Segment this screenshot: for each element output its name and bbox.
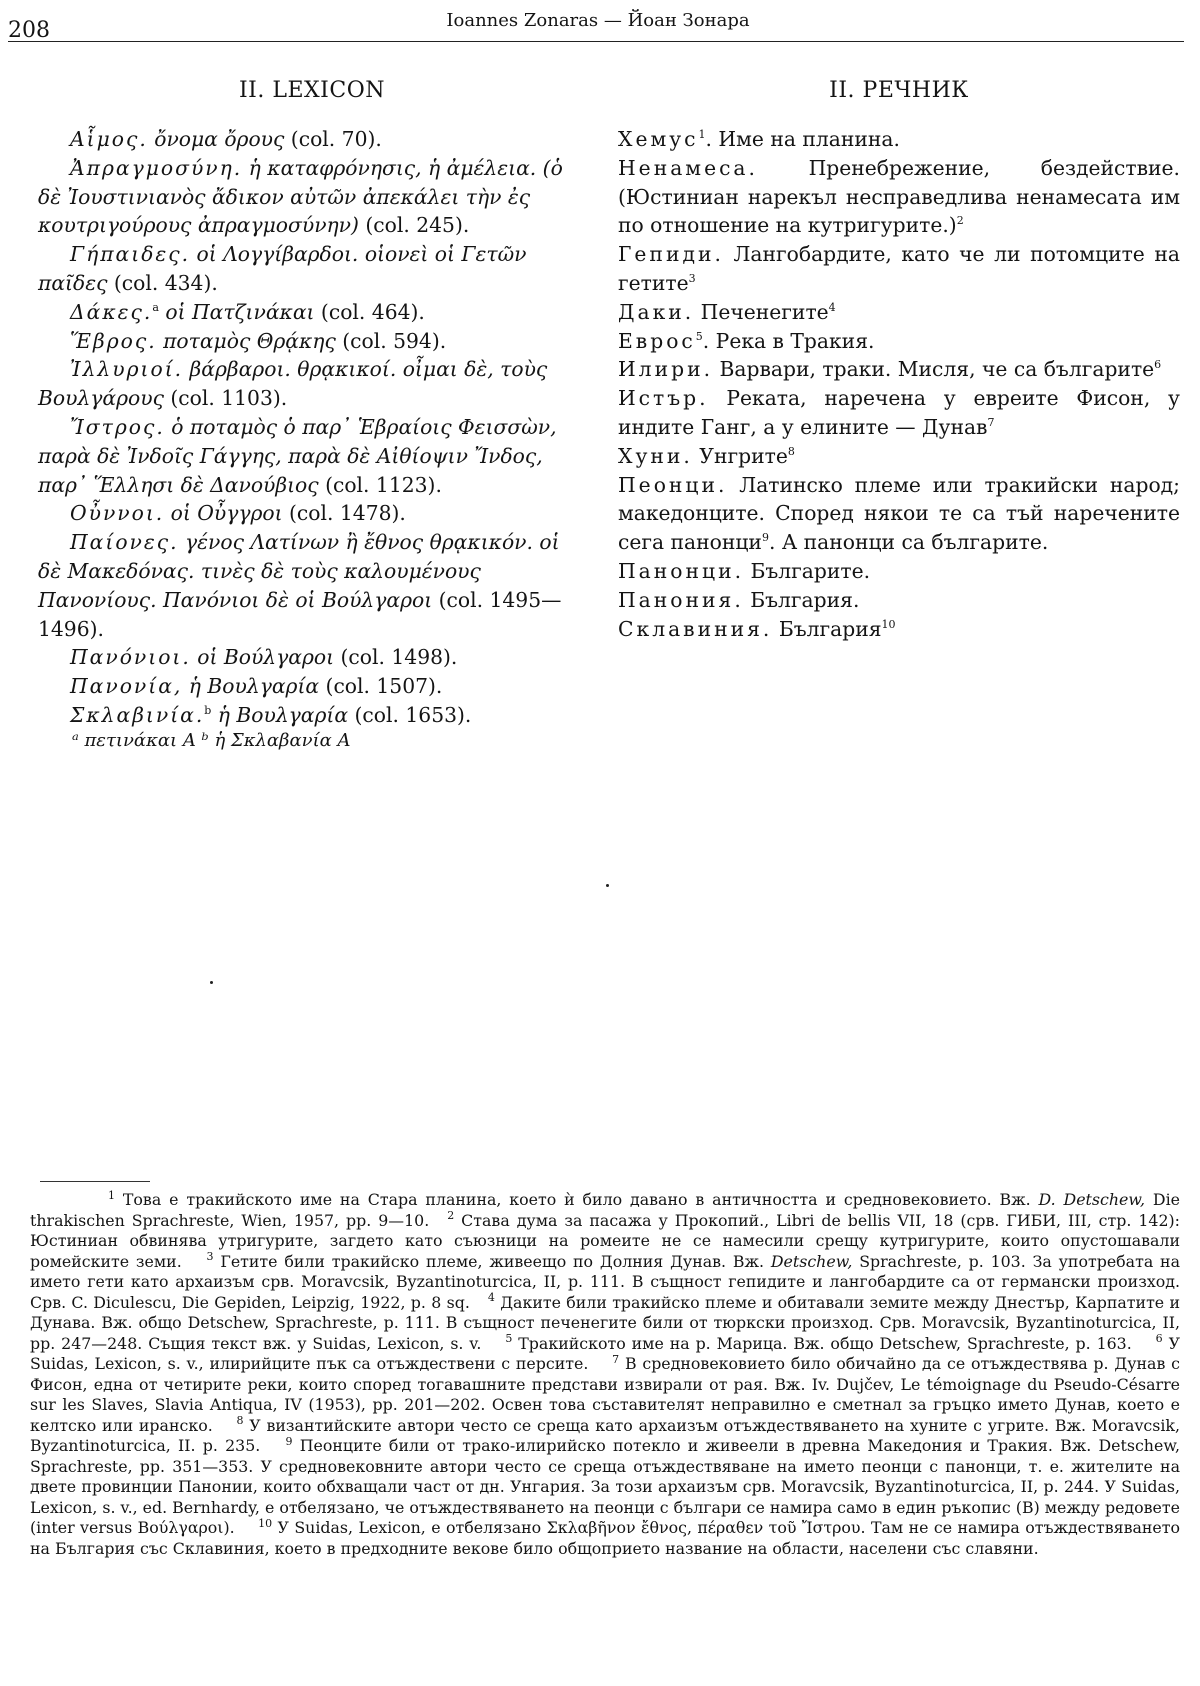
footnote-text: У византийските автори често се среща като архаизъм отъждествяването на хуните с угрите. Вж. Moravcsik, Byzantinoturcica, II. p. 235. [30,1415,1180,1455]
lexicon-entry [38,154,586,240]
entry-gloss: ὁ ποταμὸς ὁ παρ᾽ Ἑβραίοις Φεισσὼν, παρὰ δὲ Ἰνδοῖς Γάγγης, παρὰ δὲ Αἰθίοψιν Ἴνδος, παρ᾽ Ἕλλησι δὲ Δανούβιος [38,414,557,497]
footnote-number: 2 [447,1209,455,1223]
column-reference: (col. 1507). [319,674,443,699]
footnote-author: Detschew, [770,1251,860,1271]
dictionary-entry [618,442,1180,471]
entry-gloss: γένος Λατίνων ἢ ἔθνος θρᾳκικόν. οἱ δὲ Μακεδόνας. τινὲς δὲ τοὺς καλουμένους Πανονίους. Πανόνιοι δὲ οἱ Βούλγαροι [38,530,560,612]
footnote-text: У Suidas, Lexicon, s. v., илирийците пък са отъждествени с персите. [30,1333,1180,1373]
header-rule [8,41,1184,42]
print-speck [210,981,213,984]
lexicon-entry [38,240,586,298]
footnote-number: 6 [1155,1332,1163,1346]
footnote-marker: 9 [761,531,769,545]
entry-lemma: Ἕβρος. [70,328,157,353]
entry-lemma: Гепиди. [618,242,724,267]
footnote-marker: 10 [881,617,896,631]
entry-lemma: Οὖννοι. [70,501,165,526]
footnote [487,1334,1137,1353]
footnote-text: Пеонците били от тракo-илирийско потекло и живеели в древна Македония и Тракия. Вж. Detschew, Sprachreste, pp. 351—353. У средновековните автори често се среща отъждествяване на името пеонци с панонци, т. е. жителите на двете провинции Панонии, които обхващали част от дн. Унгария. За този архаизъм срв. Moravcsik, Byzantinoturcica, II, p. 244. У Suidas, Lexicon, s. v., ed. Bernhardy, е отбелязано, че отъждествяването на пеонци с българи се намира само в един ръкопис (B) между редовете (inter versus Βούλγαροι). [30,1436,1180,1537]
footnote-text: Die thrakischen Sprachreste, Wien, 1957, pp. 9—10. [30,1190,1180,1230]
entry-lemma: Хемус [618,127,699,151]
dictionary-entry [618,240,1180,298]
entry-gloss: οἱ Πατζινάκαι [158,299,315,324]
footnote-text: Даките били тракийско племе и обитавали земите между Днестър, Карпатите и Дунава. Вж. общо Detschew, Sprachreste, p. 111. В същност печенегите били от тюркски произход. Срв. Moravcsik, Byzantinoturcica, II, pp. 247—248. Същия текст вж. у Suidas, Lexicon, s. v. [30,1292,1181,1353]
entry-lemma: Σκλαβινία. [70,702,205,727]
entry-gloss: ἡ Βουλγαρία [211,702,349,727]
dictionary-entry [618,471,1180,557]
footnote-number: 5 [505,1332,513,1346]
entry-lemma: Ἰλλυριοί. [70,357,184,382]
entry-lemma: Ненамеса. [618,155,758,180]
entry-definition: Реката, наречена у евреите Фисон, у индите Ганг, а у елините — Дунав [618,386,1180,439]
greek-lexicon-column [38,78,586,751]
footnote-text: Гетите били тракийско племе, живеещо по Долния Дунав. Вж. [213,1251,771,1271]
dictionary-entry [618,615,1180,644]
footnote-rule [40,1181,150,1182]
entry-lemma: Илири. [618,357,714,382]
dictionary-heading: II. РЕЧНИК [829,78,969,103]
entry-gloss: ἡ καταφρόνησις, ἡ ἀμέλεια. (ὁ δὲ Ἰουστινιανὸς ἄδικον αὐτῶν ἀπεκάλει τὴν ἐς κουτριγούρους ἀπραγμοσύνην) [38,155,563,238]
column-reference: (col. 70). [284,127,382,151]
footnote-number: 10 [258,1516,273,1530]
entry-gloss: ὄνομα ὄρους [147,127,285,151]
lexicon-entry [38,413,586,499]
dictionary-entry [618,298,1180,327]
dictionary-entry [618,557,1180,586]
entry-lemma: Хуни. [618,443,693,468]
entry-lemma: Αἷμος. [70,127,148,151]
entry-lemma: Пеонци. [618,472,728,497]
apparatus-marker: a [152,301,159,315]
entry-definition: България [772,616,882,641]
lexicon-entry [38,327,586,356]
entry-gloss: οἱ Λογγίβαρδοι. οἱονεὶ οἱ Γετῶν παῖδες [38,242,527,295]
footnote-text: В средновековието било обичайно да се отъждествява р. Дунав с Фисон, една от четирите реки, които според тогавашните представи извирали от рая. Вж. Iv. Dujčev, Le témoignage du Pseudo-Césarre sur les Slaves, Slavia Antiqua, IV (1953), pp. 201—202. Освен това съставителят неправилно е сметнал за гръцко името Дунав, което е келтско или иранско. [30,1354,1180,1435]
entry-gloss: ποταμὸς Θρᾴκης [156,328,336,353]
footnote-number: 4 [487,1291,495,1305]
footnote-marker: 3 [688,272,696,286]
column-reference: (col. 464). [314,299,425,324]
footnote-number: 3 [206,1250,214,1264]
entry-lemma: Ἴστρος. [70,414,165,439]
footnote-marker: 7 [987,416,995,430]
entry-lemma: Истър. [618,386,709,411]
entry-lemma: Δάκες. [70,299,153,324]
footnote-text: У Suidas, Lexicon, е отбелязано Σκλαβῆνον ἔθνος, πέραθεν τοῦ Ἴστρου. Там не се намира отъждествяването на България със Склавиния, което в предходните векове било общоприето название на области, населени със славяни. [30,1518,1181,1558]
entry-definition: Печенегите [694,299,829,324]
entry-lemma: Панонци. [618,558,745,583]
dictionary-entry [618,125,1180,154]
footnote-number: 8 [236,1414,244,1428]
footnote-author: D. Detschew, [1038,1190,1153,1209]
dictionary-entry [618,384,1180,442]
dictionary-entry [618,327,1180,356]
footnote-text: Това е тракийското име на Стара планина, което ѝ било давано в античността и средновековието. Вж. [115,1190,1039,1209]
page-header [8,8,1188,42]
footnote-marker: 1 [698,128,706,142]
lexicon-entry [38,298,586,327]
entry-definition: Пренебрежение, бездействие. (Юстиниан нарекъл несправедлива ненамесата им по отношение на кутригурите.) [618,155,1180,238]
column-reference: (col. 434). [107,270,218,295]
lexicon-entry [38,672,586,701]
footnote-text: Става дума за пасажа у Прокопий., Libri de bellis VII, 18 (срв. ГИБИ, III, стр. 142): Юстиниан обвинява утригурите, загдето като съюзници на ромеите не се намесили срещу кутригурите, които опустошавали ромейските земи. [30,1210,1180,1271]
column-reference: (col. 1653). [348,702,472,727]
entry-lemma: Панония. [618,587,744,612]
entry-gloss: οἱ Βούλγαροι [190,645,335,670]
footnote-text: Sprachreste, p. 103. За употребата на името гети като архаизъм срв. Moravcsik, Byzantinoturcica, II, p. 111. В същност гепидите и лангобардите са от германски произход. Срв. C. Diculescu, Die Gepiden, Leipzig, 1922, p. 8 sq. [30,1251,1181,1312]
dictionary-entry [618,154,1180,240]
column-reference: (col. 1495—1496). [38,587,562,641]
lexicon-entry [38,125,586,154]
lexicon-entry [38,499,586,528]
column-reference: (col. 1123). [318,472,442,497]
footnote-number: 7 [612,1352,620,1366]
entry-lemma: Даки. [618,299,695,324]
entry-definition: Лангобардите, като че ли потомците на гетите [618,242,1180,295]
footnotes [30,1190,1180,1559]
dictionary-entries [618,125,1180,643]
column-reference: (col. 1103). [163,386,288,411]
entry-definition: Унгрите [692,443,788,468]
entry-gloss: οἱ Οὖγγροι [164,501,283,526]
lexicon-entries [38,125,586,730]
footnote-number: 1 [108,1188,115,1202]
entry-definition: Българите. [744,558,871,583]
footnote-marker: 5 [695,329,703,343]
bulgarian-dictionary-column [618,78,1180,643]
entry-lemma: Πανονία, [70,674,183,699]
footnote-marker: 8 [787,445,795,458]
lexicon-heading: II. LEXICON [238,78,385,103]
column-reference: (col. 1498). [334,645,458,670]
entry-lemma: Еврос [618,328,696,353]
entry-lemma: Ἀπραγμοσύνη. [70,155,243,180]
dictionary-entry [618,355,1180,384]
footnote-text: Тракийското име на р. Марица. Вж. общо Detschew, Sprachreste, p. 163. [512,1333,1138,1353]
footnote-marker: 6 [1154,358,1162,372]
column-reference: (col. 245). [358,213,470,238]
footnote-number: 9 [285,1434,293,1448]
entry-definition: . Река в Тракия. [702,328,875,353]
running-title: Ioannes Zonaras — Йоан Зонара [446,10,750,31]
column-reference: (col. 1478). [282,501,406,526]
entry-lemma: Πανόνιοι. [70,645,191,670]
entry-lemma: Склавиния. [618,616,773,641]
dictionary-entry [618,586,1180,615]
entry-gloss: ἡ Βουλγαρία [182,674,320,699]
entry-definition: Латинско племе или тракийски народ; македонците. Според някои те са тъй наречените сега панонци [618,472,1180,555]
footnote-marker: 2 [956,214,964,228]
entry-gloss: βάρβαροι. θρᾳκικοί. οἶμαι δὲ, τοὺς Βουλγάρους [38,357,548,411]
critical-apparatus: ᵃ πετινάκαι A ᵇ ἡ Σκλαβανία A [72,729,351,751]
entry-lemma: Γήπαιδες. [70,242,191,267]
print-speck [606,884,609,887]
footnote-marker: 4 [828,301,836,315]
entry-definition: България. [743,587,860,612]
entry-lemma: Παίονες. [70,530,179,555]
apparatus-marker: b [204,704,212,718]
lexicon-entry [38,701,586,730]
entry-definition: . Име на планина. [705,127,900,151]
page-number: 208 [8,18,50,43]
lexicon-entry [38,355,586,413]
entry-definition: . А панонци са българите. [768,530,1049,555]
column-reference: (col. 594). [335,328,447,353]
lexicon-entry [38,643,586,672]
entry-definition: Варвари, траки. Мисля, че са българите [713,357,1155,382]
lexicon-entry [38,528,586,643]
